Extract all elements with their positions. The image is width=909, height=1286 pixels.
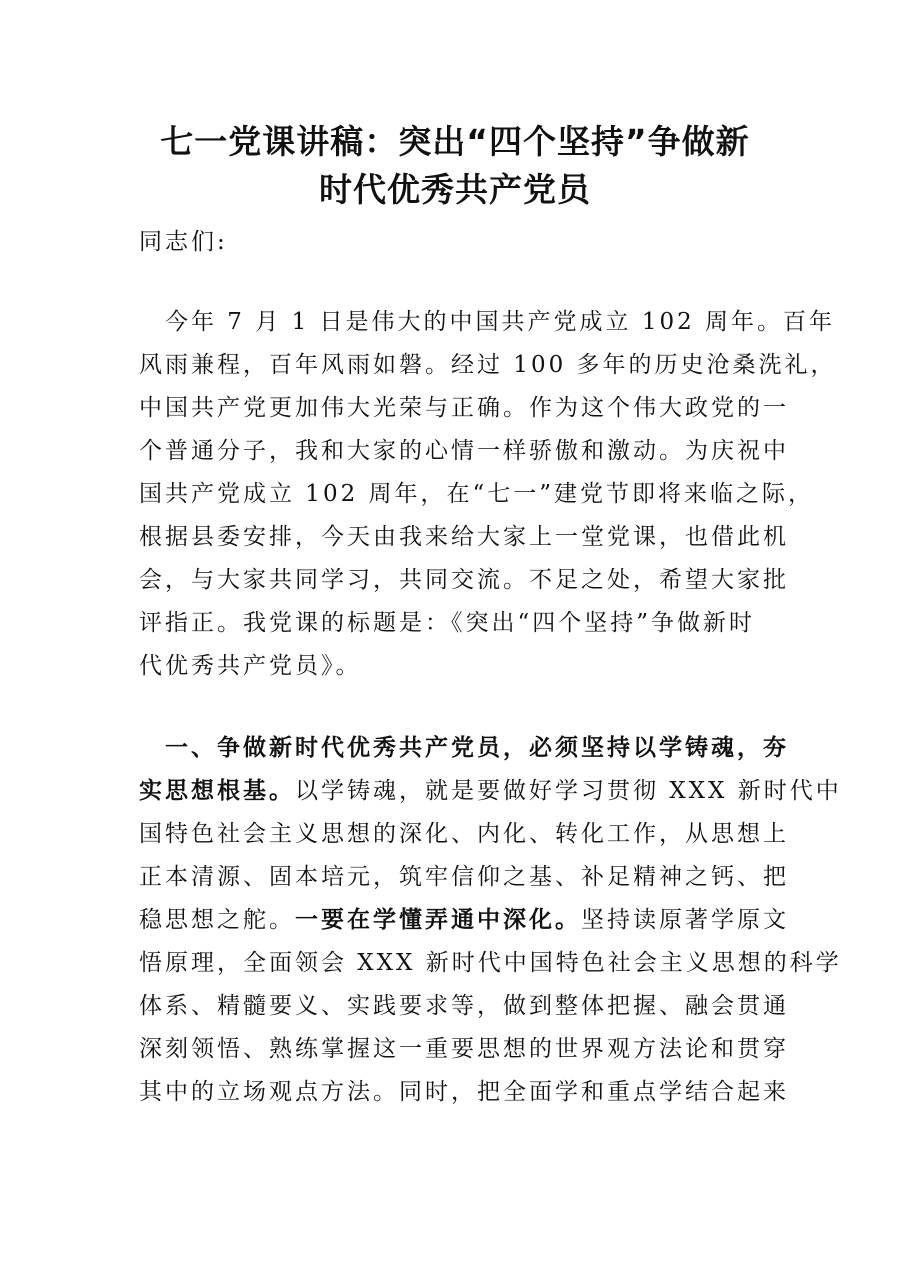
- paragraph-2-text: 以学铸魂，就是要做好学习贯彻 XXX 新时代中: [295, 778, 842, 804]
- paragraph-2-line-4: 正本清源、固本培元，筑牢信仰之基、补足精神之钙、把: [139, 864, 789, 890]
- paragraph-2-line-2: [139, 770, 842, 813]
- document-title-line-2: 时代优秀共产党员: [319, 170, 591, 209]
- paragraph-1-line-2: 风雨兼程，百年风雨如磐。经过 100 多年的历史沧桑洗礼，: [139, 352, 837, 378]
- section-1-heading: 一、争做新时代优秀共产党员，必须坚持以学铸魂，夯: [139, 735, 789, 761]
- salutation: 同志们:: [139, 229, 228, 255]
- paragraph-1-line-9: 代优秀共产党员》。: [139, 653, 362, 679]
- paragraph-1-line-6: 根据县委安排，今天由我来给大家上一堂党课，也借此机: [139, 524, 789, 550]
- paragraph-2-line-7: 体系、精髓要义、实践要求等，做到整体把握、融会贯通: [139, 993, 789, 1019]
- section-1-heading-end: 实思想根基。: [139, 778, 295, 804]
- paragraph-1-line-7: 会，与大家共同学习，共同交流。不足之处，希望大家批: [139, 567, 789, 593]
- paragraph-1-line-8: 评指正。我党课的标题是：《突出“四个坚持”争做新时: [139, 610, 756, 636]
- paragraph-1-line-5: 国共产党成立 102 周年，在“七一”建党节即将来临之际，: [139, 481, 815, 507]
- paragraph-1-line-4: 个普通分子，我和大家的心情一样骄傲和激动。为庆祝中: [139, 438, 789, 464]
- document-title-line-1: 七一党课讲稿：突出“四个坚持”争做新: [160, 122, 750, 161]
- paragraph-2-text: 稳思想之舵。: [139, 907, 295, 933]
- paragraph-2-line-9: 其中的立场观点方法。同时，把全面学和重点学结合起来: [139, 1079, 789, 1105]
- paragraph-1-line-1: 今年 7 月 1 日是伟大的中国共产党成立 102 周年。百年: [139, 309, 836, 335]
- sub-heading-1: 一要在学懂弄通中深化。: [295, 907, 581, 933]
- paragraph-2-text: 坚持读原著学原文: [581, 907, 789, 933]
- paragraph-1-line-3: 中国共产党更加伟大光荣与正确。作为这个伟大政党的一: [139, 395, 789, 421]
- paragraph-2-line-3: 国特色社会主义思想的深化、内化、转化工作，从思想上: [139, 821, 789, 847]
- paragraph-2-line-6: 悟原理，全面领会 XXX 新时代中国特色社会主义思想的科学: [139, 950, 842, 976]
- paragraph-2-line-8: 深刻领悟、熟练掌握这一重要思想的世界观方法论和贯穿: [139, 1036, 789, 1062]
- paragraph-2-line-5: [139, 899, 789, 942]
